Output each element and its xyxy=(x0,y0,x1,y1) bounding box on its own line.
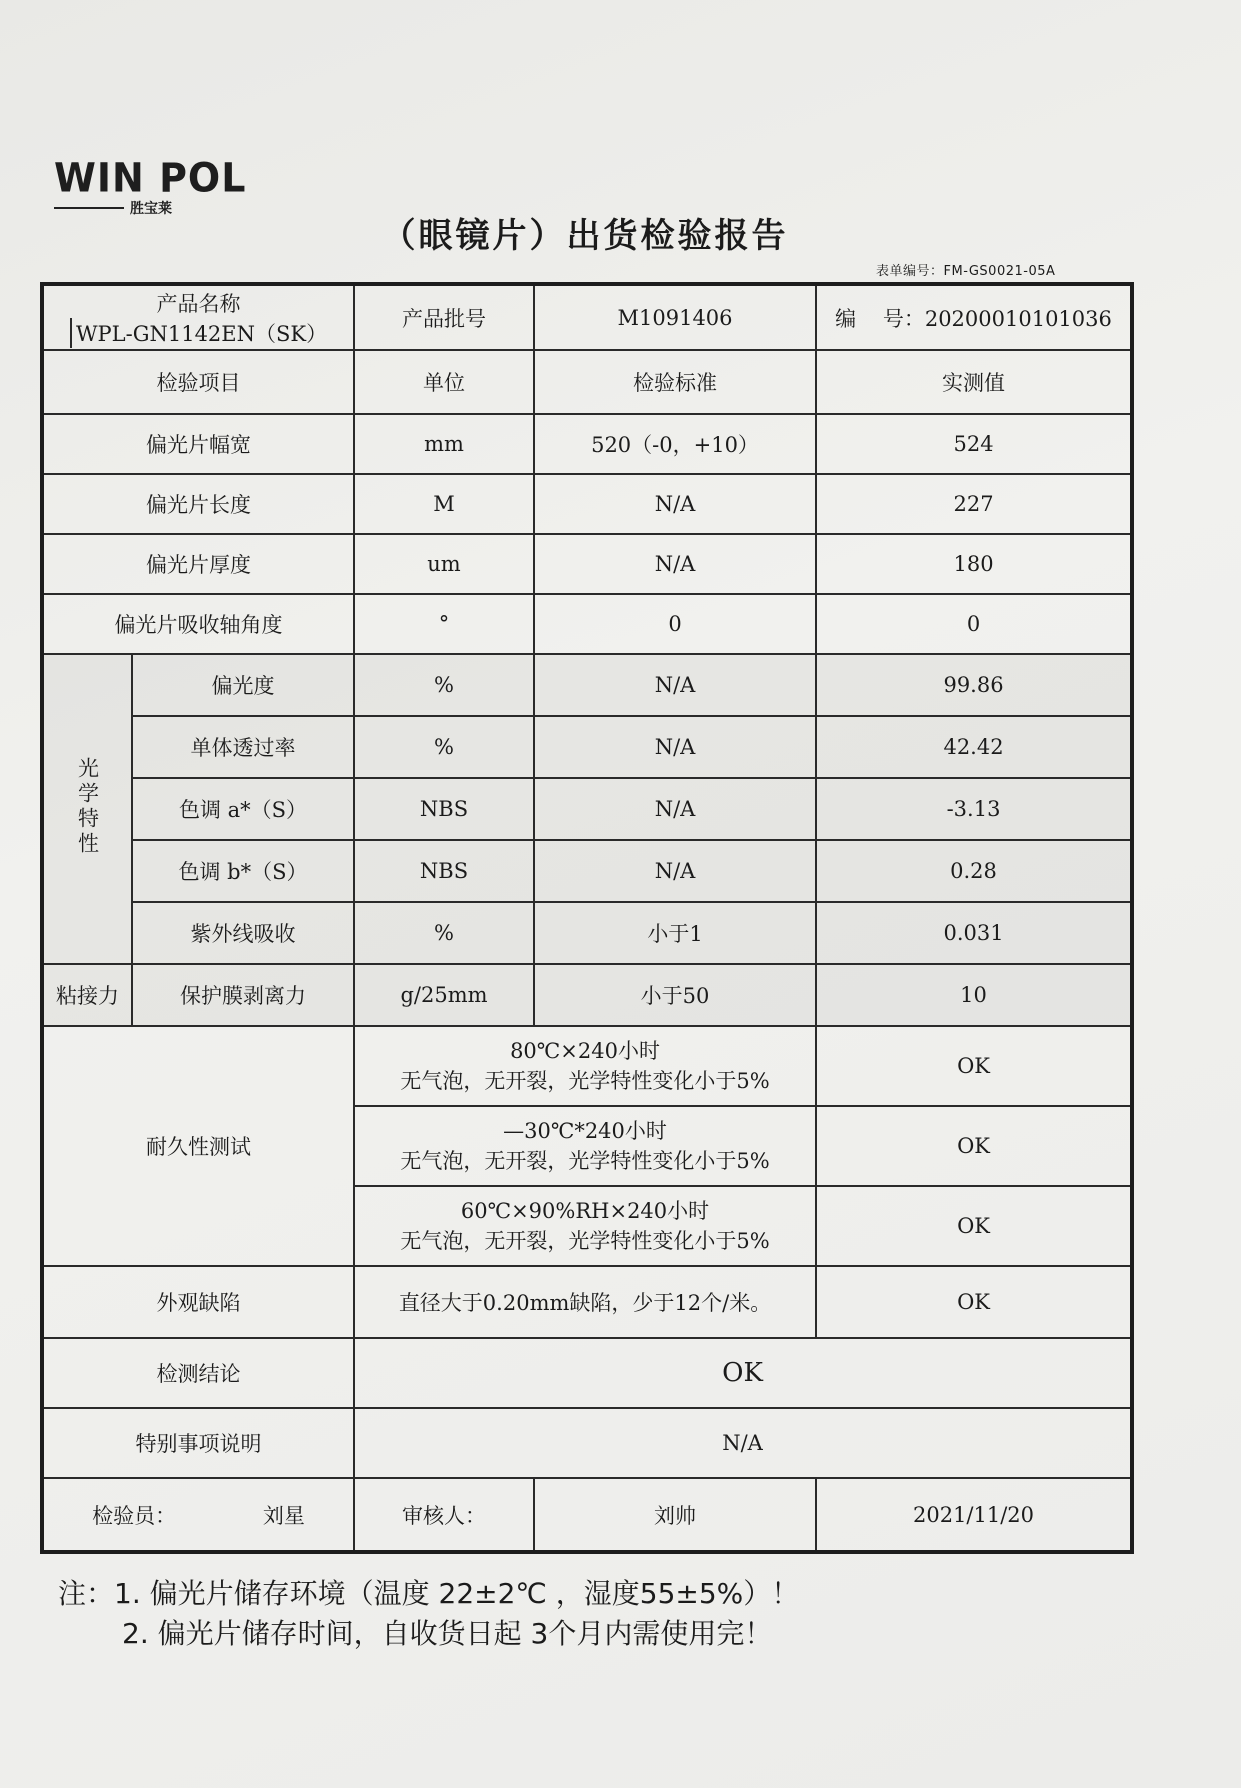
product-name-cell xyxy=(42,284,354,350)
serial-label: 编 号： xyxy=(835,306,925,331)
col-item: 检验项目 xyxy=(42,350,354,414)
appearance-label: 外观缺陷 xyxy=(42,1266,354,1338)
row-measured: 10 xyxy=(816,964,1132,1026)
special-label: 特别事项说明 xyxy=(42,1408,354,1478)
row-item: 偏光片幅宽 xyxy=(42,414,354,474)
row-item: 偏光片吸收轴角度 xyxy=(42,594,354,654)
row-measured: 42.42 xyxy=(816,716,1132,778)
signoff-row xyxy=(42,1478,1132,1552)
table-row xyxy=(42,840,1132,902)
table-row xyxy=(42,778,1132,840)
row-item: 单体透过率 xyxy=(132,716,354,778)
table-row xyxy=(42,594,1132,654)
appearance-row xyxy=(42,1266,1132,1338)
inspector-label: 检验员： xyxy=(92,1503,177,1528)
table-row xyxy=(42,414,1132,474)
optical-group-text: 光学特性 xyxy=(75,756,100,857)
durability-row xyxy=(42,1026,1132,1106)
row-item: 偏光度 xyxy=(132,654,354,716)
table-row xyxy=(42,716,1132,778)
row-unit: % xyxy=(354,902,534,964)
row-standard: N/A xyxy=(534,716,816,778)
batch-label: 产品批号 xyxy=(354,284,534,350)
row-item: 保护膜剥离力 xyxy=(132,964,354,1026)
row-measured: 180 xyxy=(816,534,1132,594)
inspector-cell xyxy=(42,1478,354,1552)
signoff-date: 2021/11/20 xyxy=(816,1478,1132,1552)
row-standard: N/A xyxy=(534,474,816,534)
optical-group-label xyxy=(42,654,132,964)
row-standard: N/A xyxy=(534,654,816,716)
durability-test xyxy=(354,1106,816,1186)
row-measured: 0.28 xyxy=(816,840,1132,902)
inspector-name: 刘星 xyxy=(262,1503,305,1528)
col-unit: 单位 xyxy=(354,350,534,414)
row-unit: M xyxy=(354,474,534,534)
appearance-result: OK xyxy=(816,1266,1132,1338)
notes xyxy=(58,1574,799,1654)
special-row xyxy=(42,1408,1132,1478)
product-name-value: WPL-GN1142EN（SK） xyxy=(70,318,327,348)
col-measured: 实测值 xyxy=(816,350,1132,414)
note-1: 注：1. 偏光片储存环境（温度 22±2℃ ，湿度55±5%）！ xyxy=(58,1577,800,1610)
row-item: 偏光片厚度 xyxy=(42,534,354,594)
durability-test xyxy=(354,1026,816,1106)
row-item: 色调 b*（S） xyxy=(132,840,354,902)
product-name-label: 产品名称 xyxy=(156,291,241,316)
test-condition: 60℃×90%RH×240小时 xyxy=(460,1199,710,1223)
test-result: OK xyxy=(816,1186,1132,1266)
row-item: 紫外线吸收 xyxy=(132,902,354,964)
table-row xyxy=(42,654,1132,716)
row-standard: 小于1 xyxy=(534,902,816,964)
durability-test xyxy=(354,1186,816,1266)
table-row xyxy=(42,534,1132,594)
appearance-standard: 直径大于0.20mm缺陷，少于12个/米。 xyxy=(354,1266,816,1338)
row-measured: 227 xyxy=(816,474,1132,534)
table-row xyxy=(42,902,1132,964)
row-measured: 99.86 xyxy=(816,654,1132,716)
header-row xyxy=(42,284,1132,350)
conclusion-value: OK xyxy=(354,1338,1132,1408)
row-unit: % xyxy=(354,716,534,778)
conclusion-row xyxy=(42,1338,1132,1408)
note-2: 2. 偏光片储存时间，自收货日起 3个月内需使用完！ xyxy=(122,1617,773,1650)
row-unit: ° xyxy=(354,594,534,654)
test-criteria: 无气泡，无开裂，光学特性变化小于5% xyxy=(400,1229,770,1253)
reviewer-label: 审核人： xyxy=(354,1478,534,1552)
row-unit: um xyxy=(354,534,534,594)
inspection-table xyxy=(40,282,1134,1554)
row-unit: NBS xyxy=(354,840,534,902)
reviewer-name: 刘帅 xyxy=(534,1478,816,1552)
table-row xyxy=(42,474,1132,534)
test-condition: 80℃×240小时 xyxy=(510,1039,660,1063)
row-standard: 小于50 xyxy=(534,964,816,1026)
row-standard: N/A xyxy=(534,778,816,840)
serial-cell xyxy=(816,284,1132,350)
row-standard: 520（-0，+10） xyxy=(534,414,816,474)
row-item: 色调 a*（S） xyxy=(132,778,354,840)
test-result: OK xyxy=(816,1106,1132,1186)
adhesion-row xyxy=(42,964,1132,1026)
row-measured: 0.031 xyxy=(816,902,1132,964)
col-standard: 检验标准 xyxy=(534,350,816,414)
test-result: OK xyxy=(816,1026,1132,1106)
document-title: （眼镜片）出货检验报告 xyxy=(381,216,789,256)
logo-brand: WIN POL xyxy=(54,154,247,202)
row-unit: g/25mm xyxy=(354,964,534,1026)
column-header-row xyxy=(42,350,1132,414)
test-criteria: 无气泡，无开裂，光学特性变化小于5% xyxy=(400,1069,770,1093)
row-measured: 524 xyxy=(816,414,1132,474)
row-item: 偏光片长度 xyxy=(42,474,354,534)
test-criteria: 无气泡，无开裂，光学特性变化小于5% xyxy=(400,1149,770,1173)
adhesion-group-label: 粘接力 xyxy=(42,964,132,1026)
logo-chinese-name: 胜宝莱 xyxy=(130,201,172,217)
row-measured: -3.13 xyxy=(816,778,1132,840)
row-unit: mm xyxy=(354,414,534,474)
row-unit: % xyxy=(354,654,534,716)
test-condition: —30℃*240小时 xyxy=(503,1119,667,1143)
batch-value: M1091406 xyxy=(534,284,816,350)
row-unit: NBS xyxy=(354,778,534,840)
row-standard: 0 xyxy=(534,594,816,654)
form-number: 表单编号：FM-GS0021-05A xyxy=(876,264,1056,279)
special-value: N/A xyxy=(354,1408,1132,1478)
durability-group-label: 耐久性测试 xyxy=(42,1026,354,1266)
row-standard: N/A xyxy=(534,534,816,594)
conclusion-label: 检测结论 xyxy=(42,1338,354,1408)
row-standard: N/A xyxy=(534,840,816,902)
serial-value: 20200010101036 xyxy=(924,306,1112,331)
row-measured: 0 xyxy=(816,594,1132,654)
